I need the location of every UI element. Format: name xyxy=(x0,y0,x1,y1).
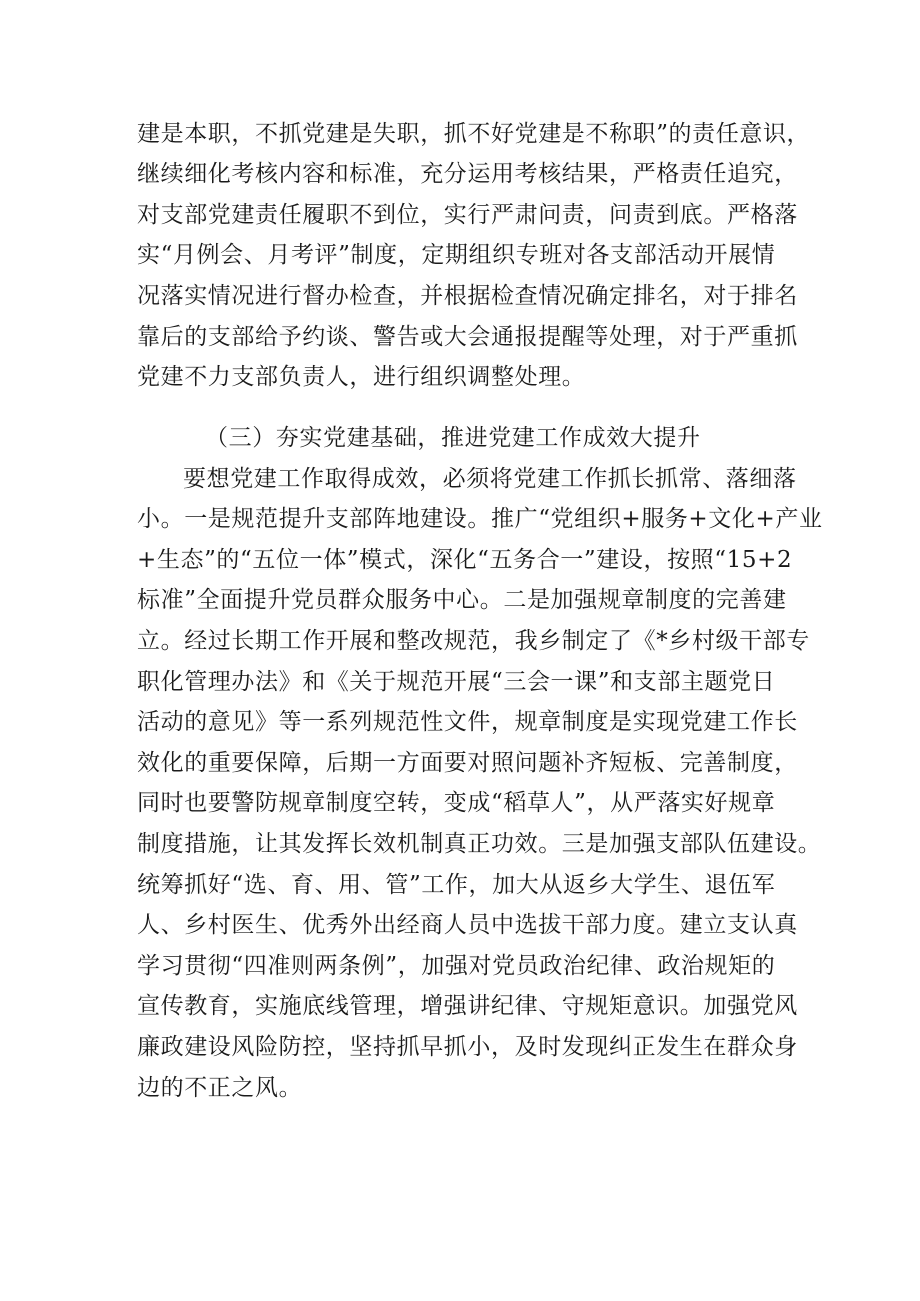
text-line: 边的不正之风。 xyxy=(137,1075,303,1101)
text-line: 况落实情况进行督办检查，并根据检查情况确定排名，对于排名 xyxy=(137,283,798,309)
text-line: 小。一是规范提升支部阵地建设。推广“党组织+服务+文化+产业 xyxy=(137,506,823,532)
text-line: 制度措施，让其发挥长效机制真正功效。三是加强支部队伍建设。 xyxy=(137,831,822,857)
text-line: 实“月例会、月考评”制度，定期组织专班对各支部活动开展情 xyxy=(137,242,776,268)
text-line: 活动的意见》等一系列规范性文件，规章制度是实现党建工作长 xyxy=(137,709,798,735)
text-line: 学习贯彻“四准则两条例”，加强对党员政治纪律、政治规矩的 xyxy=(137,953,776,979)
text-line: 统筹抓好“选、育、用、管”工作，加大从返乡大学生、退伍军 xyxy=(137,872,776,898)
text-line: 立。经过长期工作开展和整改规范，我乡制定了《*乡村级干部专 xyxy=(137,628,810,654)
text-line: 对支部党建责任履职不到位，实行严肃问责，问责到底。严格落 xyxy=(137,202,798,228)
text-line: 宣传教育，实施底线管理，增强讲纪律、守规矩意识。加强党风 xyxy=(137,993,798,1019)
text-line: 建是本职，不抓党建是失职，抓不好党建是不称职”的责任意识， xyxy=(137,121,811,147)
text-line: 继续细化考核内容和标准，充分运用考核结果，严格责任追究， xyxy=(137,161,798,187)
section-heading: （三）夯实党建基础，推进党建工作成效大提升 xyxy=(205,425,701,451)
text-line: 职化管理办法》和《关于规范开展“三会一课”和支部主题党日 xyxy=(137,669,776,695)
text-line: 廉政建设风险防控，坚持抓早抓小，及时发现纠正发生在群众身 xyxy=(137,1034,798,1060)
text-line: 效化的重要保障，后期一方面要对照问题补齐短板、完善制度， xyxy=(137,750,798,776)
text-line: 同时也要警防规章制度空转，变成“稻草人”，从严落实好规章 xyxy=(137,790,776,816)
text-line: 人、乡村医生、优秀外出经商人员中选拔干部力度。建立支认真 xyxy=(137,912,798,938)
text-line: +生态”的“五位一体”模式，深化“五务合一”建设，按照“15+2 xyxy=(137,547,793,573)
text-line: 要想党建工作取得成效，必须将党建工作抓长抓常、落细落 xyxy=(183,466,797,492)
text-line: 党建不力支部负责人，进行组织调整处理。 xyxy=(137,364,586,390)
text-line: 靠后的支部给予约谈、警告或大会通报提醒等处理，对于严重抓 xyxy=(137,324,798,350)
text-line: 标准”全面提升党员群众服务中心。二是加强规章制度的完善建 xyxy=(137,587,787,613)
